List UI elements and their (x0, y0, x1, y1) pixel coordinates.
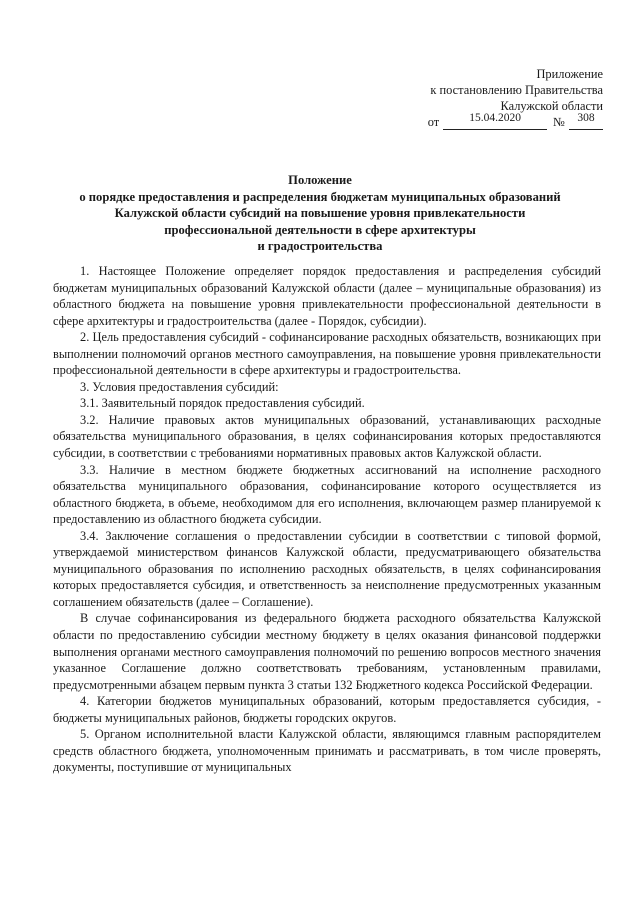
paragraph-3-2: 3.2. Наличие правовых актов муниципальных образований, устанавливающих расходные обязательства муниципального образования, в целях софинансирования которых предоставляются субсидии, в соответствии с требованиями нормативных правовых актов Калужской области. (53, 412, 601, 461)
paragraph-2: 2. Цель предоставления субсидий - софинансирование расходных обязательств, возникающих при выполнении полномочий органов местного самоуправления, на повышение уровня привлекательности профессиональной деятельности в сфере архитектуры и градостроительства. (53, 330, 601, 378)
document-body (53, 263, 601, 776)
title-line-4: профессиональной деятельности в сфере архитектуры (164, 222, 476, 237)
number-label: № (553, 115, 565, 129)
paragraph-3-1: 3.1. Заявительный порядок предоставления субсидий. (80, 396, 365, 411)
appendix-header (343, 66, 603, 130)
appendix-label: Приложение (536, 67, 603, 81)
paragraph-5: 5. Органом исполнительной власти Калужской области, являющимся главным распорядителем средств областного бюджета, уполномоченным принимать и рассматривать, в том числе проверять, документы, поступившие от муниципальных (53, 727, 601, 775)
paragraph-3-3: 3.3. Наличие в местном бюджете бюджетных ассигнований на исполнение расходного обязательства муниципального образования, софинансирование которого осуществляется из областного бюджета, в объеме, необходимом для его исполнения, включающем размер планируемой к предоставлению из областного бюджета субсидии. (53, 462, 601, 527)
date-value: 15.04.2020 (469, 112, 522, 124)
paragraph-3-4-cofinancing: В случае софинансирования из федерального бюджета расходного обязательства Калужской области по предоставлению субсидии местному бюджету в целях оказания финансовой поддержки выполнения органами местного самоуправления полномочий по решению вопросов местного значения указанное Соглашение должно соответствовать требованиям, установленным правилами, предусмотренными абзацем первым пункта 3 статьи 132 Бюджетного кодекса Российской Федерации. (53, 611, 601, 692)
title-line-1: Положение (288, 173, 352, 187)
document-title (0, 172, 640, 255)
title-line-3: Калужской области субсидий на повышение уровня привлекательности (114, 206, 526, 221)
title-line-5: и градостроительства (257, 239, 383, 254)
appendix-region: Калужской области (500, 99, 603, 113)
appendix-resolution-ref: к постановлению Правительства (430, 83, 603, 97)
number-field (569, 114, 603, 130)
paragraph-3-4: 3.4. Заключение соглашения о предоставлении субсидии в соответствии с типовой формой, утверждаемой министерством финансов Калужской области, предусматривающего обязательства муниципального образования по исполнению расходных обязательств, в целях софинансирования которых предоставляется субсидия, и ответственность за неисполнение предусмотренных указанным соглашением обязательств (далее – Соглашение). (53, 528, 601, 609)
paragraph-4: 4. Категории бюджетов муниципальных образований, которым предоставляется субсидия, - бюджеты муниципальных районов, бюджеты городских округов. (53, 694, 601, 725)
appendix-date-row (343, 114, 603, 130)
paragraph-1: 1. Настоящее Положение определяет порядок предоставления и распределения субсидий бюджетам муниципальных образований Калужской области (далее – муниципальные образования) из областного бюджета на повышение уровня привлекательности профессиональной деятельности в сфере архитектуры и градостроительства (далее - Порядок, субсидии). (53, 264, 601, 328)
number-value: 308 (577, 112, 595, 124)
date-field (443, 114, 547, 130)
paragraph-3: 3. Условия предоставления субсидий: (80, 379, 279, 394)
title-line-2: о порядке предоставления и распределения бюджетам муниципальных образований (79, 189, 561, 204)
from-label: от (427, 115, 440, 129)
